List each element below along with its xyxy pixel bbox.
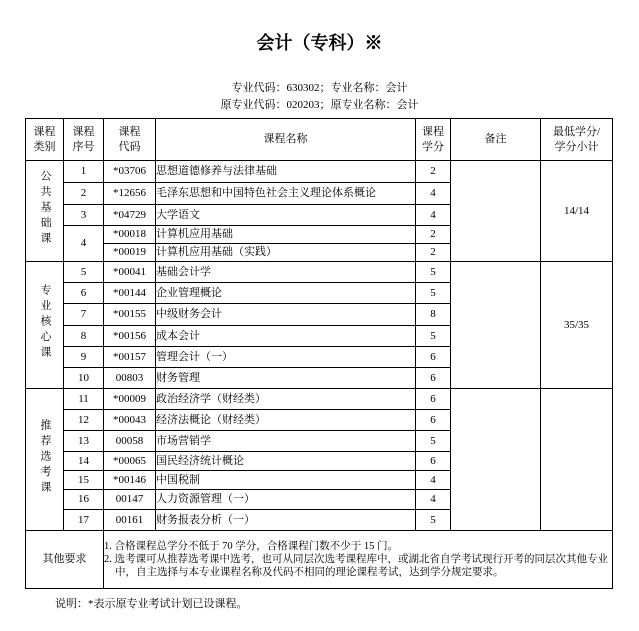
credit-cell: 5 <box>416 510 451 531</box>
course-name-cell: 市场营销学 <box>156 431 416 452</box>
serial-cell: 13 <box>64 431 104 452</box>
serial-cell: 3 <box>64 205 104 226</box>
course-name-cell: 财务管理 <box>156 368 416 389</box>
code-cell: 00803 <box>104 368 156 389</box>
course-name-cell: 企业管理概论 <box>156 283 416 304</box>
course-name-cell: 基础会计学 <box>156 262 416 283</box>
header-code: 课程 代码 <box>104 119 156 161</box>
category-label: 公共基础课 <box>39 170 51 248</box>
serial-cell: 16 <box>64 490 104 510</box>
serial-cell: 6 <box>64 283 104 304</box>
remark-cell <box>451 262 541 389</box>
table-header-row <box>26 119 613 161</box>
curriculum-table <box>25 118 613 589</box>
code-cell: *04729 <box>104 205 156 226</box>
category-cell <box>26 262 64 389</box>
course-name-cell: 财务报表分析（一） <box>156 510 416 531</box>
course-name-cell: 国民经济统计概论 <box>156 452 416 471</box>
category-cell <box>26 389 64 531</box>
course-name-cell: 经济法概论（财经类） <box>156 410 416 431</box>
code-cell: 00161 <box>104 510 156 531</box>
major-code-line: 专业代码：630302；专业名称：会计 <box>231 82 408 94</box>
course-name-cell: 计算机应用基础 <box>156 226 416 244</box>
serial-cell: 7 <box>64 304 104 326</box>
table-row <box>26 389 613 410</box>
code-cell: *00009 <box>104 389 156 410</box>
table-row <box>26 262 613 283</box>
course-name-cell: 毛泽东思想和中国特色社会主义理论体系概论 <box>156 183 416 205</box>
serial-cell: 8 <box>64 326 104 347</box>
code-cell: *00156 <box>104 326 156 347</box>
header-remark: 备注 <box>451 119 541 161</box>
header-category: 课程 类别 <box>26 119 64 161</box>
category-label: 专业核心课 <box>39 284 51 362</box>
course-name-cell: 大学语文 <box>156 205 416 226</box>
credit-cell: 4 <box>416 205 451 226</box>
serial-cell: 12 <box>64 410 104 431</box>
course-name-cell: 思想道德修养与法律基础 <box>156 161 416 183</box>
category-cell <box>26 161 64 262</box>
course-name-cell: 中国税制 <box>156 471 416 490</box>
code-cell: *00155 <box>104 304 156 326</box>
code-cell: *03706 <box>104 161 156 183</box>
category-label: 推荐选考课 <box>39 418 51 497</box>
min-credit-cell <box>541 389 613 531</box>
credit-cell: 2 <box>416 244 451 262</box>
credit-cell: 4 <box>416 183 451 205</box>
page-title: 会计（专科）※ <box>256 33 383 53</box>
code-cell: *00144 <box>104 283 156 304</box>
credit-cell: 5 <box>416 431 451 452</box>
other-requirements-label: 其他要求 <box>26 531 104 589</box>
remark-cell <box>451 161 541 262</box>
code-cell: *00018 <box>104 226 156 244</box>
code-cell: 00058 <box>104 431 156 452</box>
header-min-credit: 最低学分/ 学分小计 <box>541 119 613 161</box>
footnote: 说明：*表示原专业考试计划已设课程。 <box>55 598 248 610</box>
code-cell: 00147 <box>104 490 156 510</box>
code-cell: *00157 <box>104 347 156 368</box>
code-cell: *12656 <box>104 183 156 205</box>
requirement-item: 2. 选考课可从推荐选考课中选考，也可从同层次选考课程库中，或湖北省自学考试现行开考的同层次其他专业中，自主选择与本专业课程名称及代码不相同的理论课程考试，达到学分规定要求。 <box>104 554 608 578</box>
code-cell: *00043 <box>104 410 156 431</box>
credit-cell: 6 <box>416 389 451 410</box>
requirement-item: 1. 合格课程总学分不低于 70 学分，合格课程门数不少于 15 门。 <box>104 541 398 552</box>
serial-cell: 15 <box>64 471 104 490</box>
serial-cell: 9 <box>64 347 104 368</box>
min-credit-cell: 14/14 <box>541 161 613 262</box>
code-cell: *00065 <box>104 452 156 471</box>
remark-cell <box>451 389 541 531</box>
credit-cell: 5 <box>416 283 451 304</box>
serial-cell: 17 <box>64 510 104 531</box>
table-row <box>26 161 613 183</box>
serial-cell: 4 <box>64 226 104 262</box>
serial-cell: 5 <box>64 262 104 283</box>
other-requirements-row <box>26 531 613 589</box>
former-major-code-line: 原专业代码：020203；原专业名称：会计 <box>220 99 419 111</box>
course-name-cell: 成本会计 <box>156 326 416 347</box>
header-name: 课程名称 <box>156 119 416 161</box>
serial-cell: 10 <box>64 368 104 389</box>
credit-cell: 5 <box>416 262 451 283</box>
credit-cell: 4 <box>416 490 451 510</box>
serial-cell: 11 <box>64 389 104 410</box>
header-credit: 课程 学分 <box>416 119 451 161</box>
credit-cell: 2 <box>416 161 451 183</box>
min-credit-cell: 35/35 <box>541 262 613 389</box>
credit-cell: 6 <box>416 410 451 431</box>
course-name-cell: 人力资源管理（一） <box>156 490 416 510</box>
code-cell: *00019 <box>104 244 156 262</box>
course-name-cell: 计算机应用基础（实践） <box>156 244 416 262</box>
serial-cell: 14 <box>64 452 104 471</box>
credit-cell: 6 <box>416 347 451 368</box>
credit-cell: 6 <box>416 452 451 471</box>
code-cell: *00041 <box>104 262 156 283</box>
credit-cell: 6 <box>416 368 451 389</box>
credit-cell: 5 <box>416 326 451 347</box>
header-serial: 课程 序号 <box>64 119 104 161</box>
course-name-cell: 政治经济学（财经类） <box>156 389 416 410</box>
credit-cell: 2 <box>416 226 451 244</box>
course-name-cell: 中级财务会计 <box>156 304 416 326</box>
other-requirements-content <box>104 531 613 589</box>
credit-cell: 8 <box>416 304 451 326</box>
course-name-cell: 管理会计（一） <box>156 347 416 368</box>
code-cell: *00146 <box>104 471 156 490</box>
major-info <box>0 80 639 114</box>
serial-cell: 2 <box>64 183 104 205</box>
credit-cell: 4 <box>416 471 451 490</box>
serial-cell: 1 <box>64 161 104 183</box>
